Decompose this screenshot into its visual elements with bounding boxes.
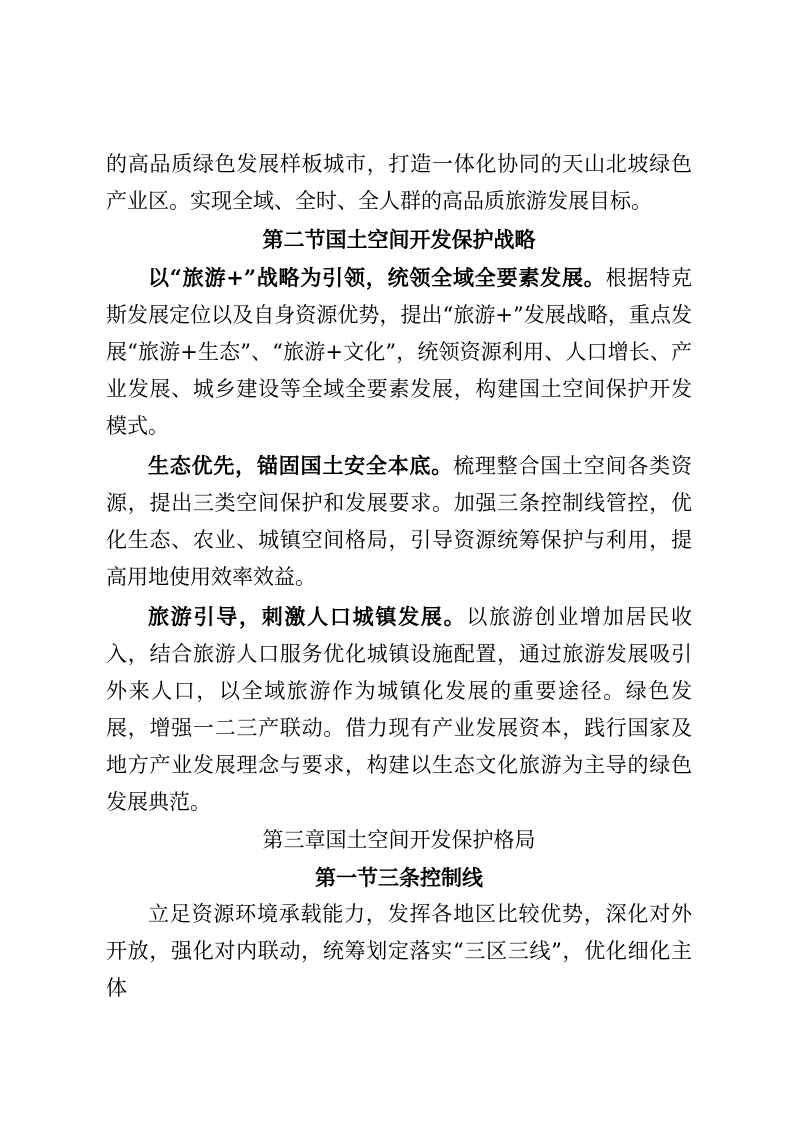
intro-paragraph: 的高品质绿色发展样板城市，打造一体化协同的天山北坡绿色产业区。实现全域、全时、全人群的高品质旅游发展目标。 [106, 152, 692, 213]
strategy-lead-1: 以“旅游+”战略为引领，统领全域全要素发展。 [148, 265, 606, 290]
section-heading-1: 第一节三条控制线 [315, 865, 483, 890]
strategy-paragraph-1 [106, 259, 692, 445]
strategy-body-2: 梳理整合国土空间各类资源，提出三类空间保护和发展要求。加强三条控制线管控，优化生态、农业、城镇空间格局，引导资源统筹保护与利用，提高用地使用效率效益。 [106, 454, 693, 589]
strategy-body-1: 根据特克斯发展定位以及自身资源优势，提出“旅游+”发展战略，重点发展“旅游+生态”、“旅游+文化”，统领资源利用、人口增长、产业发展、城乡建设等全域全要素发展，构建国土空间保护开发模式。 [106, 266, 692, 438]
strategy-lead-3: 旅游引导，刺激人口城镇发展。 [148, 604, 467, 629]
strategy-paragraph-2 [106, 447, 692, 596]
strategy-paragraph-3 [106, 598, 692, 821]
document-body [106, 146, 692, 1007]
strategy-lead-2: 生态优先，锚固国土安全本底。 [148, 453, 454, 478]
chapter-heading-3: 第三章国土空间开发保护格局 [262, 828, 536, 852]
strategy-body-3: 以旅游创业增加居民收入，结合旅游人口服务优化城镇设施配置，通过旅游发展吸引外来人口，以全域旅游作为城镇化发展的重要途径。绿色发展，增强一二三产联动。借力现有产业发展资本，践行国家及地方产业发展理念与要求，构建以生态文化旅游为主导的绿色发展典范。 [106, 605, 693, 814]
section-heading-2: 第二节国土空间开发保护战略 [262, 227, 536, 252]
final-paragraph: 立足资源环境承载能力，发挥各地区比较优势，深化对外开放，强化对内联动，统筹划定落实“三区三线”，优化细化主体 [106, 902, 692, 1000]
